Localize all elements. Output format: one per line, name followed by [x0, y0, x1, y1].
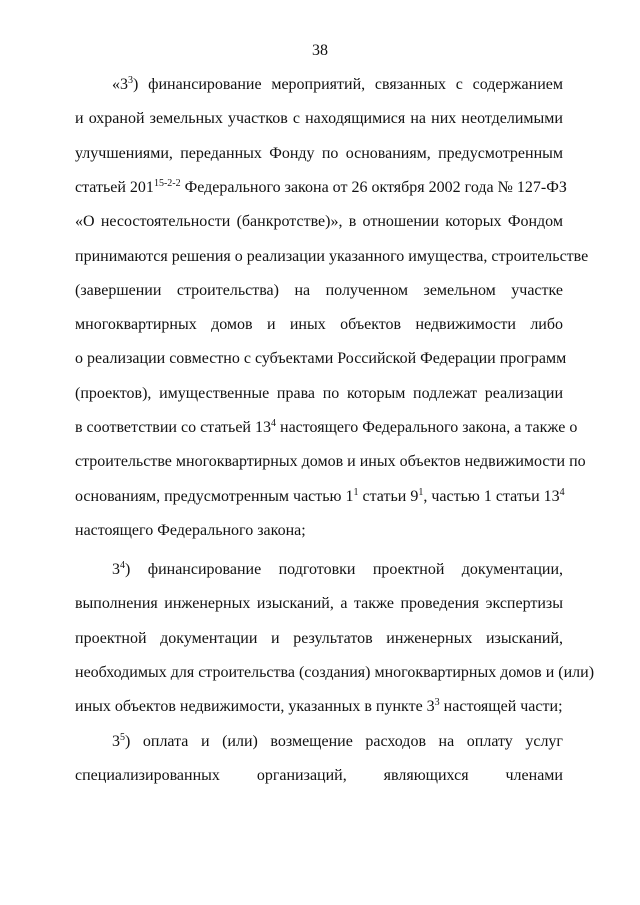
line-text: , частью 1 статьи 13 [423, 487, 560, 505]
line-text: статьи 9 [358, 487, 419, 505]
page-number: 38 [312, 42, 328, 59]
line-text: статьей 201 [75, 178, 154, 196]
superscript: 4 [559, 486, 565, 498]
paragraph-2-line [75, 663, 595, 683]
paragraph-1-line [75, 315, 563, 335]
line-text: строительстве многоквартирных домов и иных объектов недвижимости по [75, 453, 586, 471]
paragraph-1-line [75, 521, 563, 541]
paragraph-1-line [112, 75, 563, 95]
paragraph-2-line [112, 560, 563, 580]
paragraph-1-line [75, 487, 563, 507]
line-text: Федерального закона от 26 октября 2002 года № 127-ФЗ [180, 178, 567, 196]
paragraph-3-line [75, 766, 563, 786]
line-text: настоящей части; [439, 698, 563, 716]
line-text: основаниям, предусмотренным частью 1 [75, 487, 354, 505]
line-text: выполнения инженерных изысканий, а также проведения экспертизы [75, 595, 563, 613]
superscript: 1 [353, 486, 359, 498]
paragraph-1-line [75, 247, 589, 267]
line-text: и охраной земельных участков с находящимися на них неотделимыми [75, 110, 563, 128]
paragraph-2-line [75, 697, 563, 717]
line-text: (завершении строительства) на полученном земельном участке [75, 281, 563, 299]
superscript: 4 [120, 560, 125, 571]
line-text: иных объектов недвижимости, указанных в пункте 3 [75, 698, 435, 716]
line-text: проектной документации и результатов инженерных изысканий, [75, 629, 563, 647]
paragraph-1-line [75, 281, 563, 301]
superscript: 15-2-2 [153, 177, 181, 189]
line-text: настоящего Федерального закона; [75, 521, 306, 539]
line-text: настоящего Федерального закона, а также о [276, 419, 578, 436]
line-text: «О несостоятельности (банкротстве)», в отношении которых Фондом [75, 213, 563, 231]
line-text: необходимых для строительства (создания) многоквартирных домов и (или) [75, 663, 595, 681]
paragraph-2-line [75, 594, 563, 614]
line-text: о реализации совместно с субъектами Российской Федерации программ [75, 350, 567, 368]
paragraph-1-line [75, 144, 563, 164]
paragraph-3-line [112, 732, 563, 752]
line-text: (проектов), имущественные права по которым подлежат реализации [75, 384, 563, 402]
line-text: принимаются решения о реализации указанного имущества, строительстве [75, 247, 589, 265]
line-text: в соответствии со статьей 13 [75, 419, 271, 436]
paragraph-1-line [75, 212, 563, 232]
line-text: 3 [112, 561, 120, 578]
line-text: 3 [112, 733, 120, 750]
superscript: 1 [418, 486, 424, 498]
paragraph-1-line [75, 452, 586, 472]
line-text: улучшениями, переданных Фонду по основаниям, предусмотренным [75, 144, 563, 162]
superscript: 5 [120, 732, 125, 743]
paragraph-1-line [75, 384, 563, 404]
line-text: ) оплата и (или) возмещение расходов на оплату услуг [125, 733, 563, 750]
paragraph-2-line [75, 629, 563, 649]
superscript: 4 [271, 418, 276, 429]
line-text: ) финансирование мероприятий, связанных с содержанием [133, 76, 563, 93]
line-text: «3 [112, 76, 128, 93]
paragraph-1-line [75, 418, 578, 438]
line-text: ) финансирование подготовки проектной документации, [125, 561, 563, 578]
superscript: 3 [434, 697, 440, 709]
line-text: многоквартирных домов и иных объектов недвижимости либо [75, 316, 563, 334]
paragraph-1-line [75, 177, 567, 198]
superscript: 3 [128, 75, 133, 86]
line-text: специализированных организаций, являющихся членами [75, 767, 563, 785]
paragraph-1-line [75, 109, 563, 129]
paragraph-1-line [75, 349, 567, 369]
